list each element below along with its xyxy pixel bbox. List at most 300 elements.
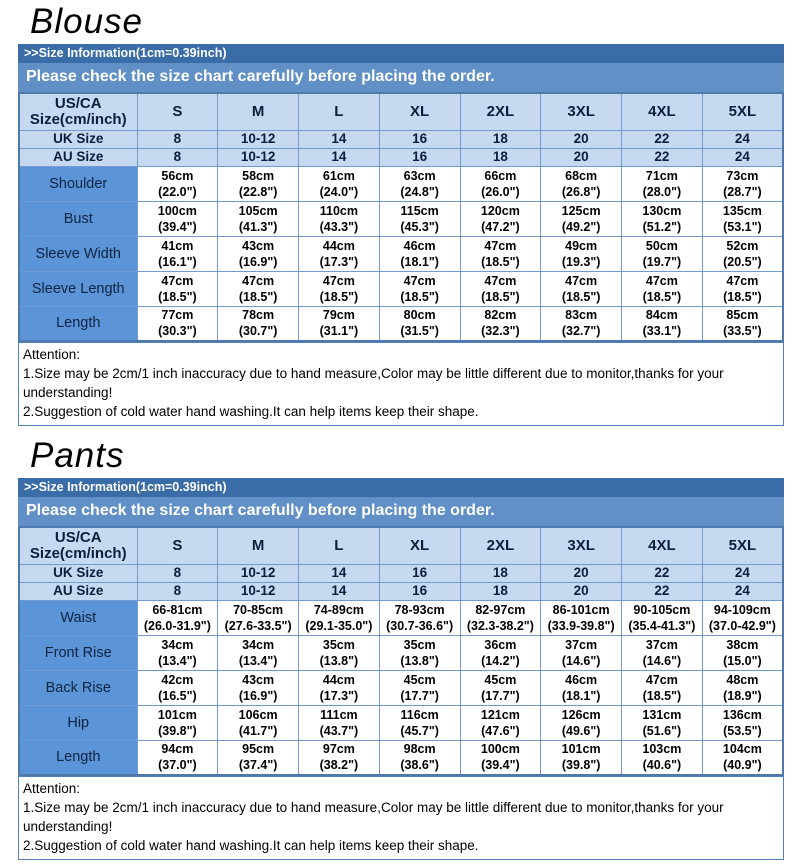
measurement-row [19, 236, 783, 271]
measurement-cell [137, 166, 218, 201]
size-value-cell: 18 [460, 148, 541, 166]
measurement-cell [622, 166, 703, 201]
cm-value: 42cm [161, 672, 194, 687]
inch-value: (41.7") [238, 723, 278, 738]
size-value-cell: 18 [460, 582, 541, 600]
cm-value: 110cm [319, 203, 358, 218]
inch-value: (26.0-31.9") [143, 618, 211, 633]
measurement-cell [218, 306, 299, 341]
measurement-cell [460, 236, 541, 271]
size-column-header: M [218, 93, 299, 130]
cm-value: 79cm [322, 308, 355, 323]
inch-value: (28.0") [642, 184, 682, 199]
measurement-row [19, 705, 783, 740]
size-value-cell: 8 [137, 130, 218, 148]
cm-value: 86-101cm [552, 602, 610, 617]
inch-value: (41.3") [238, 219, 278, 234]
measurement-cell [541, 635, 622, 670]
measurement-cell [460, 201, 541, 236]
cm-value: 82-97cm [475, 602, 526, 617]
cm-value: 50cm [645, 238, 678, 253]
size-conversion-row [19, 148, 783, 166]
inch-value: (37.0") [158, 758, 197, 773]
measurement-cell [379, 705, 460, 740]
size-value-cell: 8 [137, 148, 218, 166]
cm-value: 43cm [242, 672, 275, 687]
cm-value: 98cm [403, 742, 436, 757]
cm-value: 35cm [322, 637, 355, 652]
pants-size-info-bar: >>Size Information(1cm=0.39inch) [18, 478, 784, 497]
size-value-cell: 22 [622, 148, 703, 166]
cm-value: 47cm [565, 273, 598, 288]
inch-value: (14.2") [481, 653, 520, 668]
cm-value: 35cm [403, 637, 436, 652]
measurement-row-label: Length [19, 306, 137, 341]
size-value-cell: 24 [702, 148, 783, 166]
inch-value: (17.3") [319, 688, 359, 703]
measurement-cell [702, 166, 783, 201]
size-value-cell: 14 [299, 148, 380, 166]
cm-value: 83cm [565, 308, 598, 323]
cm-value: 58cm [242, 168, 275, 183]
attention-line-1: 1.Size may be 2cm/1 inch inaccuracy due to hand measure,Color may be little different due to monitor,thanks for your understanding! [23, 800, 724, 834]
inch-value: (26.0") [481, 184, 520, 199]
measurement-cell [702, 271, 783, 306]
inch-value: (40.6") [642, 758, 682, 773]
inch-value: (16.9") [238, 688, 278, 703]
measurement-cell [218, 271, 299, 306]
section-divider-gap [18, 426, 784, 436]
measurement-cell [137, 670, 218, 705]
measurement-cell [460, 600, 541, 635]
measurement-row-label: Sleeve Width [19, 236, 137, 271]
measurement-cell [137, 201, 218, 236]
inch-value: (53.1") [723, 219, 762, 234]
measurement-row-label: Front Rise [19, 635, 137, 670]
size-column-header: S [137, 527, 218, 564]
cm-value: 49cm [565, 238, 598, 253]
measurement-row-label: Hip [19, 705, 137, 740]
inch-value: (13.8") [400, 653, 439, 668]
inch-value: (18.1") [400, 254, 439, 269]
measurement-cell [460, 740, 541, 775]
measurement-cell [379, 271, 460, 306]
measurement-row [19, 306, 783, 341]
attention-line-2: 2.Suggestion of cold water hand washing.It can help items keep their shape. [23, 404, 479, 419]
measurement-cell [541, 271, 622, 306]
inch-value: (18.5") [561, 289, 601, 304]
inch-value: (49.2") [561, 219, 601, 234]
inch-value: (30.3") [158, 324, 197, 339]
cm-value: 45cm [484, 672, 517, 687]
measurement-cell [379, 600, 460, 635]
inch-value: (28.7") [723, 184, 762, 199]
inch-value: (17.7") [481, 688, 520, 703]
measurement-cell [299, 201, 380, 236]
measurement-cell [460, 705, 541, 740]
measurement-cell [622, 635, 703, 670]
cm-value: 47cm [242, 273, 275, 288]
blouse-size-table [18, 92, 784, 342]
cm-value: 34cm [242, 637, 275, 652]
cm-value: 52cm [726, 238, 759, 253]
measurement-cell [702, 600, 783, 635]
cm-value: 47cm [484, 238, 517, 253]
measurement-cell [702, 670, 783, 705]
blouse-title: Blouse [30, 2, 144, 41]
measurement-cell [460, 271, 541, 306]
inch-value: (16.9") [238, 254, 278, 269]
measurement-cell [218, 600, 299, 635]
measurement-cell [218, 201, 299, 236]
cm-value: 73cm [726, 168, 759, 183]
size-column-header: 3XL [541, 93, 622, 130]
size-value-cell: 16 [379, 582, 460, 600]
cm-value: 70-85cm [233, 602, 284, 617]
measurement-cell [299, 705, 380, 740]
cm-value: 48cm [726, 672, 759, 687]
cm-value: 136cm [722, 707, 762, 722]
inch-value: (18.5") [481, 254, 520, 269]
measurement-cell [379, 166, 460, 201]
cm-value: 66-81cm [152, 602, 203, 617]
inch-value: (37.4") [238, 758, 278, 773]
blouse-attention-note [18, 342, 784, 426]
measurement-row [19, 600, 783, 635]
inch-value: (13.4") [238, 653, 278, 668]
cm-value: 44cm [322, 672, 355, 687]
cm-value: 36cm [484, 637, 517, 652]
cm-value: 45cm [403, 672, 436, 687]
cm-value: 37cm [645, 637, 678, 652]
cm-value: 80cm [403, 308, 436, 323]
size-column-header: L [299, 527, 380, 564]
inch-value: (17.3") [319, 254, 359, 269]
measurement-cell [218, 236, 299, 271]
measurement-cell [379, 201, 460, 236]
inch-value: (32.7") [561, 324, 601, 339]
inch-value: (20.5") [723, 254, 762, 269]
measurement-cell [379, 740, 460, 775]
cm-value: 71cm [645, 168, 678, 183]
measurement-cell [299, 740, 380, 775]
size-column-header: L [299, 93, 380, 130]
measurement-cell [702, 236, 783, 271]
inch-value: (13.4") [158, 653, 197, 668]
inch-value: (13.8") [319, 653, 359, 668]
cm-value: 94-109cm [713, 602, 771, 617]
measurement-cell [218, 670, 299, 705]
cm-value: 78cm [242, 308, 275, 323]
blouse-size-info-bar: >>Size Information(1cm=0.39inch) [18, 44, 784, 63]
inch-value: (18.5") [723, 289, 762, 304]
measurement-cell [622, 705, 703, 740]
cm-value: 105cm [238, 203, 278, 218]
attention-line-2: 2.Suggestion of cold water hand washing.It can help items keep their shape. [23, 838, 479, 853]
measurement-cell [702, 740, 783, 775]
inch-value: (38.2") [319, 758, 359, 773]
measurement-row-label: Sleeve Length [19, 271, 137, 306]
cm-value: 63cm [403, 168, 436, 183]
measurement-cell [622, 236, 703, 271]
inch-value: (30.7-36.6") [386, 618, 454, 633]
size-column-header: XL [379, 93, 460, 130]
measurement-cell [137, 705, 218, 740]
cm-value: 46cm [403, 238, 436, 253]
cm-value: 125cm [561, 203, 601, 218]
measurement-cell [622, 600, 703, 635]
measurement-cell [379, 670, 460, 705]
inch-value: (32.3-38.2") [466, 618, 534, 633]
measurement-cell [541, 705, 622, 740]
size-conversion-row [19, 564, 783, 582]
cm-value: 47cm [726, 273, 759, 288]
measurement-cell [137, 740, 218, 775]
inch-value: (19.3") [561, 254, 601, 269]
pants-title: Pants [30, 436, 125, 475]
cm-value: 43cm [242, 238, 275, 253]
inch-value: (39.4") [158, 219, 197, 234]
inch-value: (47.6") [481, 723, 520, 738]
cm-value: 130cm [642, 203, 682, 218]
measurement-cell [541, 236, 622, 271]
cm-value: 47cm [645, 273, 678, 288]
inch-value: (33.5") [723, 324, 762, 339]
inch-value: (18.1") [561, 688, 601, 703]
size-column-header: 5XL [702, 527, 783, 564]
inch-value: (51.6") [642, 723, 682, 738]
cm-value: 95cm [242, 742, 275, 757]
size-value-cell: 22 [622, 564, 703, 582]
measurement-row [19, 635, 783, 670]
inch-value: (40.9") [723, 758, 762, 773]
measurement-cell [460, 670, 541, 705]
size-value-cell: 16 [379, 148, 460, 166]
cm-value: 101cm [157, 707, 197, 722]
cm-value: 68cm [565, 168, 598, 183]
inch-value: (33.9-39.8") [547, 618, 615, 633]
measurement-cell [137, 306, 218, 341]
inch-value: (19.7") [642, 254, 682, 269]
measurement-row-label: Waist [19, 600, 137, 635]
measurement-cell [622, 271, 703, 306]
measurement-cell [541, 670, 622, 705]
size-value-cell: 16 [379, 564, 460, 582]
size-value-cell: 14 [299, 582, 380, 600]
measurement-cell [137, 236, 218, 271]
size-value-cell: 22 [622, 130, 703, 148]
measurement-cell [541, 740, 622, 775]
size-column-header: XL [379, 527, 460, 564]
measurement-row-label: Bust [19, 201, 137, 236]
measurement-cell [702, 705, 783, 740]
size-value-cell: 8 [137, 564, 218, 582]
inch-value: (15.0") [723, 653, 762, 668]
inch-value: (35.4-41.3") [628, 618, 696, 633]
measurement-row [19, 271, 783, 306]
pants-section [18, 436, 784, 860]
corner-header-cell: US/CA Size(cm/inch) [19, 527, 137, 564]
measurement-cell [218, 166, 299, 201]
attention-heading: Attention: [23, 781, 81, 796]
size-column-header: M [218, 527, 299, 564]
measurement-cell [541, 166, 622, 201]
measurement-cell [702, 635, 783, 670]
measurement-row-label: Shoulder [19, 166, 137, 201]
measurement-cell [622, 306, 703, 341]
measurement-cell [137, 271, 218, 306]
cm-value: 47cm [645, 672, 678, 687]
inch-value: (37.0-42.9") [708, 618, 776, 633]
measurement-cell [299, 166, 380, 201]
inch-value: (39.4") [481, 758, 520, 773]
pants-attention-note [18, 776, 784, 860]
measurement-cell [299, 600, 380, 635]
measurement-cell [460, 635, 541, 670]
measurement-cell [299, 236, 380, 271]
size-conversion-row [19, 582, 783, 600]
cm-value: 100cm [480, 742, 520, 757]
cm-value: 44cm [322, 238, 355, 253]
corner-header-cell: US/CA Size(cm/inch) [19, 93, 137, 130]
cm-value: 61cm [322, 168, 355, 183]
cm-value: 126cm [561, 707, 601, 722]
inch-value: (39.8") [561, 758, 601, 773]
measurement-row-label: Back Rise [19, 670, 137, 705]
measurement-cell [702, 201, 783, 236]
cm-value: 85cm [726, 308, 759, 323]
inch-value: (18.5") [481, 289, 520, 304]
inch-value: (33.1") [642, 324, 682, 339]
inch-value: (45.3") [400, 219, 439, 234]
size-value-cell: 8 [137, 582, 218, 600]
measurement-row [19, 201, 783, 236]
measurement-row-label: Length [19, 740, 137, 775]
cm-value: 100cm [157, 203, 197, 218]
inch-value: (18.5") [400, 289, 439, 304]
size-value-cell: 14 [299, 130, 380, 148]
inch-value: (53.5") [723, 723, 762, 738]
inch-value: (45.7") [400, 723, 439, 738]
attention-line-1: 1.Size may be 2cm/1 inch inaccuracy due to hand measure,Color may be little different due to monitor,thanks for your understanding! [23, 366, 724, 400]
measurement-row [19, 670, 783, 705]
measurement-cell [460, 166, 541, 201]
cm-value: 116cm [400, 707, 439, 722]
inch-value: (43.3") [319, 219, 359, 234]
cm-value: 106cm [238, 707, 278, 722]
cm-value: 111cm [320, 707, 358, 722]
size-value-cell: 10-12 [218, 564, 299, 582]
measurement-cell [137, 600, 218, 635]
inch-value: (18.5") [158, 289, 197, 304]
inch-value: (22.8") [238, 184, 278, 199]
measurement-cell [218, 635, 299, 670]
size-value-cell: 20 [541, 130, 622, 148]
inch-value: (18.5") [642, 688, 682, 703]
cm-value: 56cm [161, 168, 194, 183]
size-value-cell: 10-12 [218, 582, 299, 600]
cm-value: 97cm [322, 742, 355, 757]
inch-value: (49.6") [561, 723, 601, 738]
cm-value: 38cm [726, 637, 759, 652]
measurement-cell [622, 201, 703, 236]
table-header-row [19, 527, 783, 564]
inch-value: (14.6") [561, 653, 601, 668]
measurement-cell [379, 635, 460, 670]
cm-value: 104cm [722, 742, 762, 757]
cm-value: 101cm [561, 742, 601, 757]
measurement-cell [379, 236, 460, 271]
cm-value: 66cm [484, 168, 517, 183]
cm-value: 82cm [484, 308, 517, 323]
measurement-cell [622, 670, 703, 705]
cm-value: 47cm [484, 273, 517, 288]
measurement-cell [541, 306, 622, 341]
inch-value: (18.9") [723, 688, 762, 703]
inch-value: (14.6") [642, 653, 682, 668]
blouse-section [18, 2, 784, 426]
cm-value: 37cm [565, 637, 598, 652]
inch-value: (16.1") [158, 254, 197, 269]
cm-value: 47cm [322, 273, 355, 288]
size-value-cell: 18 [460, 564, 541, 582]
measurement-cell [299, 271, 380, 306]
inch-value: (18.5") [319, 289, 359, 304]
size-column-header: S [137, 93, 218, 130]
inch-value: (16.5") [158, 688, 197, 703]
pants-check-notice-bar: Please check the size chart carefully before placing the order. [18, 497, 784, 526]
inch-value: (31.5") [400, 324, 439, 339]
size-value-cell: 14 [299, 564, 380, 582]
size-conversion-row [19, 130, 783, 148]
size-column-header: 2XL [460, 93, 541, 130]
size-value-cell: 16 [379, 130, 460, 148]
inch-value: (30.7") [238, 324, 278, 339]
cm-value: 34cm [161, 637, 194, 652]
measurement-cell [299, 306, 380, 341]
measurement-cell [218, 705, 299, 740]
size-value-cell: 20 [541, 582, 622, 600]
size-column-header: 5XL [702, 93, 783, 130]
blouse-check-notice-bar: Please check the size chart carefully before placing the order. [18, 63, 784, 92]
cm-value: 103cm [642, 742, 682, 757]
measurement-cell [622, 740, 703, 775]
cm-value: 47cm [403, 273, 436, 288]
measurement-cell [299, 670, 380, 705]
measurement-cell [299, 635, 380, 670]
cm-value: 131cm [642, 707, 682, 722]
measurement-cell [379, 306, 460, 341]
cm-value: 121cm [480, 707, 520, 722]
cm-value: 135cm [722, 203, 762, 218]
cm-value: 46cm [565, 672, 598, 687]
inch-value: (43.7") [319, 723, 359, 738]
measurement-cell [218, 740, 299, 775]
size-value-cell: 22 [622, 582, 703, 600]
size-value-cell: 24 [702, 564, 783, 582]
size-row-label: AU Size [19, 148, 137, 166]
size-column-header: 4XL [622, 93, 703, 130]
cm-value: 94cm [161, 742, 194, 757]
inch-value: (17.7") [400, 688, 439, 703]
size-value-cell: 10-12 [218, 130, 299, 148]
size-row-label: AU Size [19, 582, 137, 600]
size-value-cell: 20 [541, 148, 622, 166]
cm-value: 120cm [480, 203, 520, 218]
cm-value: 90-105cm [633, 602, 691, 617]
size-value-cell: 20 [541, 564, 622, 582]
measurement-cell [541, 201, 622, 236]
